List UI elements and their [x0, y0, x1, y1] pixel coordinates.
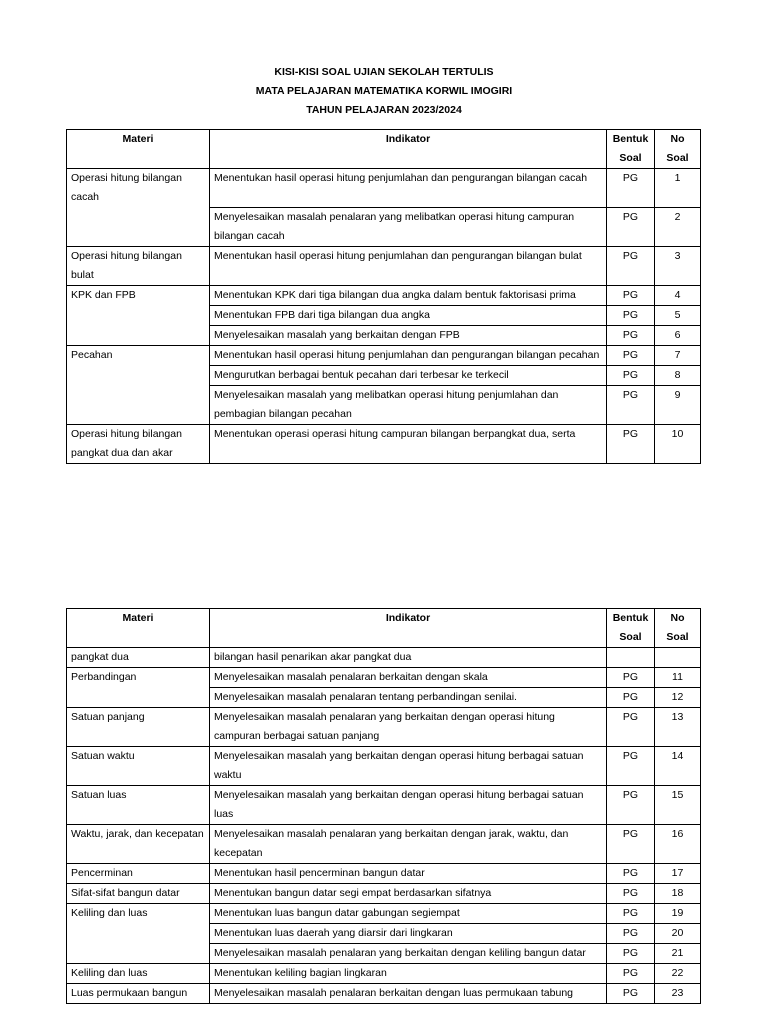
cell-materi: Pecahan	[67, 345, 210, 365]
cell-bentuk: PG	[607, 325, 655, 345]
header-indikator: Indikator	[210, 609, 607, 648]
cell-materi: Keliling dan luas	[67, 964, 210, 984]
cell-no: 3	[655, 246, 701, 285]
cell-materi: Satuan panjang	[67, 708, 210, 747]
cell-indikator: Mengurutkan berbagai bentuk pecahan dari terbesar ke terkecil	[210, 365, 607, 385]
cell-indikator: Menentukan FPB dari tiga bilangan dua angka	[210, 305, 607, 325]
cell-materi: Operasi hitung bilangan pangkat dua dan akar	[67, 424, 210, 463]
cell-no: 12	[655, 688, 701, 708]
cell-indikator: Menyelesaikan masalah penalaran yang melibatkan operasi hitung campuran bilangan cacah	[210, 207, 607, 246]
header-no-soal: No Soal	[655, 609, 701, 648]
cell-materi	[67, 944, 210, 964]
table-row	[67, 884, 701, 904]
table-row	[67, 345, 701, 365]
cell-indikator: Menentukan hasil pencerminan bangun datar	[210, 864, 607, 884]
cell-no: 9	[655, 385, 701, 424]
cell-materi: Operasi hitung bilangan cacah	[67, 169, 210, 208]
cell-no: 1	[655, 169, 701, 208]
cell-bentuk: PG	[607, 884, 655, 904]
cell-no: 15	[655, 786, 701, 825]
cell-materi: Satuan luas	[67, 786, 210, 825]
cell-materi: Perbandingan	[67, 668, 210, 688]
cell-materi	[67, 688, 210, 708]
cell-no: 8	[655, 365, 701, 385]
cell-bentuk: PG	[607, 825, 655, 864]
cell-materi	[67, 325, 210, 345]
table-row	[67, 385, 701, 424]
cell-indikator: Menyelesaikan masalah yang melibatkan operasi hitung penjumlahan dan pembagian bilangan pecahan	[210, 385, 607, 424]
cell-bentuk: PG	[607, 747, 655, 786]
table-row	[67, 924, 701, 944]
cell-no: 17	[655, 864, 701, 884]
table-row	[67, 325, 701, 345]
cell-no: 5	[655, 305, 701, 325]
table-row	[67, 825, 701, 864]
title-line-2: MATA PELAJARAN MATEMATIKA KORWIL IMOGIRI	[255, 85, 513, 97]
cell-bentuk: PG	[607, 688, 655, 708]
title-line-3: TAHUN PELAJARAN 2023/2024	[306, 104, 462, 116]
cell-indikator: Menyelesaikan masalah penalaran yang berkaitan dengan operasi hitung campuran berbagai satuan panjang	[210, 708, 607, 747]
cell-indikator: Menyelesaikan masalah penalaran yang berkaitan dengan keliling bangun datar	[210, 944, 607, 964]
header-bentuk-soal: Bentuk Soal	[607, 130, 655, 169]
cell-indikator: Menentukan bangun datar segi empat berdasarkan sifatnya	[210, 884, 607, 904]
cell-no: 4	[655, 285, 701, 305]
cell-no: 2	[655, 207, 701, 246]
cell-materi	[67, 305, 210, 325]
cell-bentuk: PG	[607, 207, 655, 246]
table-row	[67, 688, 701, 708]
cell-materi: Operasi hitung bilangan bulat	[67, 246, 210, 285]
cell-bentuk: PG	[607, 345, 655, 365]
header-no-soal: No Soal	[655, 130, 701, 169]
kisi-kisi-table-1	[66, 129, 701, 464]
table-row	[67, 904, 701, 924]
cell-materi: Sifat-sifat bangun datar	[67, 884, 210, 904]
cell-indikator: bilangan hasil penarikan akar pangkat dua	[210, 648, 607, 668]
table-row	[67, 246, 701, 285]
table-row	[67, 944, 701, 964]
table-row	[67, 207, 701, 246]
cell-bentuk: PG	[607, 246, 655, 285]
cell-no: 20	[655, 924, 701, 944]
cell-indikator: Menentukan hasil operasi hitung penjumlahan dan pengurangan bilangan cacah	[210, 169, 607, 208]
table-row	[67, 365, 701, 385]
cell-indikator: Menentukan hasil operasi hitung penjumlahan dan pengurangan bilangan pecahan	[210, 345, 607, 365]
cell-indikator: Menyelesaikan masalah penalaran tentang perbandingan senilai.	[210, 688, 607, 708]
cell-no	[655, 648, 701, 668]
cell-no: 22	[655, 964, 701, 984]
cell-indikator: Menyelesaikan masalah penalaran berkaitan dengan skala	[210, 668, 607, 688]
header-materi: Materi	[67, 609, 210, 648]
cell-indikator: Menentukan KPK dari tiga bilangan dua angka dalam bentuk faktorisasi prima	[210, 285, 607, 305]
cell-no: 11	[655, 668, 701, 688]
header-materi: Materi	[67, 130, 210, 169]
cell-indikator: Menentukan luas daerah yang diarsir dari lingkaran	[210, 924, 607, 944]
cell-no: 13	[655, 708, 701, 747]
kisi-kisi-table-2	[66, 608, 701, 1004]
title-line-1: KISI-KISI SOAL UJIAN SEKOLAH TERTULIS	[274, 66, 494, 78]
cell-no: 18	[655, 884, 701, 904]
cell-bentuk: PG	[607, 924, 655, 944]
cell-no: 21	[655, 944, 701, 964]
cell-materi: Keliling dan luas	[67, 904, 210, 924]
cell-materi: KPK dan FPB	[67, 285, 210, 305]
cell-bentuk: PG	[607, 285, 655, 305]
cell-bentuk: PG	[607, 169, 655, 208]
cell-indikator: Menentukan luas bangun datar gabungan segiempat	[210, 904, 607, 924]
cell-indikator: Menentukan keliling bagian lingkaran	[210, 964, 607, 984]
cell-indikator: Menentukan operasi operasi hitung campuran bilangan berpangkat dua, serta	[210, 424, 607, 463]
cell-materi: Luas permukaan bangun	[67, 984, 210, 1004]
cell-bentuk: PG	[607, 984, 655, 1004]
table-row	[67, 648, 701, 668]
header-indikator: Indikator	[210, 130, 607, 169]
cell-materi	[67, 207, 210, 246]
cell-bentuk: PG	[607, 786, 655, 825]
cell-materi	[67, 924, 210, 944]
document-title	[0, 63, 768, 120]
cell-materi: Pencerminan	[67, 864, 210, 884]
cell-indikator: Menyelesaikan masalah yang berkaitan dengan FPB	[210, 325, 607, 345]
table-row	[67, 984, 701, 1004]
cell-no: 6	[655, 325, 701, 345]
cell-indikator: Menyelesaikan masalah yang berkaitan dengan operasi hitung berbagai satuan waktu	[210, 747, 607, 786]
cell-bentuk	[607, 648, 655, 668]
cell-bentuk: PG	[607, 964, 655, 984]
cell-no: 14	[655, 747, 701, 786]
cell-materi	[67, 365, 210, 385]
cell-bentuk: PG	[607, 904, 655, 924]
table-header-row	[67, 130, 701, 169]
cell-bentuk: PG	[607, 305, 655, 325]
cell-bentuk: PG	[607, 944, 655, 964]
cell-indikator: Menyelesaikan masalah penalaran yang berkaitan dengan jarak, waktu, dan kecepatan	[210, 825, 607, 864]
cell-bentuk: PG	[607, 424, 655, 463]
cell-bentuk: PG	[607, 668, 655, 688]
table-row	[67, 864, 701, 884]
cell-materi	[67, 385, 210, 424]
table-row	[67, 786, 701, 825]
table-row	[67, 285, 701, 305]
table-header-row	[67, 609, 701, 648]
table-row	[67, 424, 701, 463]
cell-indikator: Menentukan hasil operasi hitung penjumlahan dan pengurangan bilangan bulat	[210, 246, 607, 285]
cell-bentuk: PG	[607, 708, 655, 747]
table-row	[67, 668, 701, 688]
cell-no: 16	[655, 825, 701, 864]
cell-materi: pangkat dua	[67, 648, 210, 668]
table-row	[67, 747, 701, 786]
cell-no: 7	[655, 345, 701, 365]
cell-bentuk: PG	[607, 864, 655, 884]
cell-indikator: Menyelesaikan masalah penalaran berkaitan dengan luas permukaan tabung	[210, 984, 607, 1004]
header-bentuk-soal: Bentuk Soal	[607, 609, 655, 648]
table-row	[67, 169, 701, 208]
table-row	[67, 708, 701, 747]
table-row	[67, 305, 701, 325]
cell-materi: Waktu, jarak, dan kecepatan	[67, 825, 210, 864]
cell-materi: Satuan waktu	[67, 747, 210, 786]
cell-bentuk: PG	[607, 385, 655, 424]
cell-no: 10	[655, 424, 701, 463]
cell-no: 19	[655, 904, 701, 924]
table-row	[67, 964, 701, 984]
cell-indikator: Menyelesaikan masalah yang berkaitan dengan operasi hitung berbagai satuan luas	[210, 786, 607, 825]
cell-no: 23	[655, 984, 701, 1004]
cell-bentuk: PG	[607, 365, 655, 385]
